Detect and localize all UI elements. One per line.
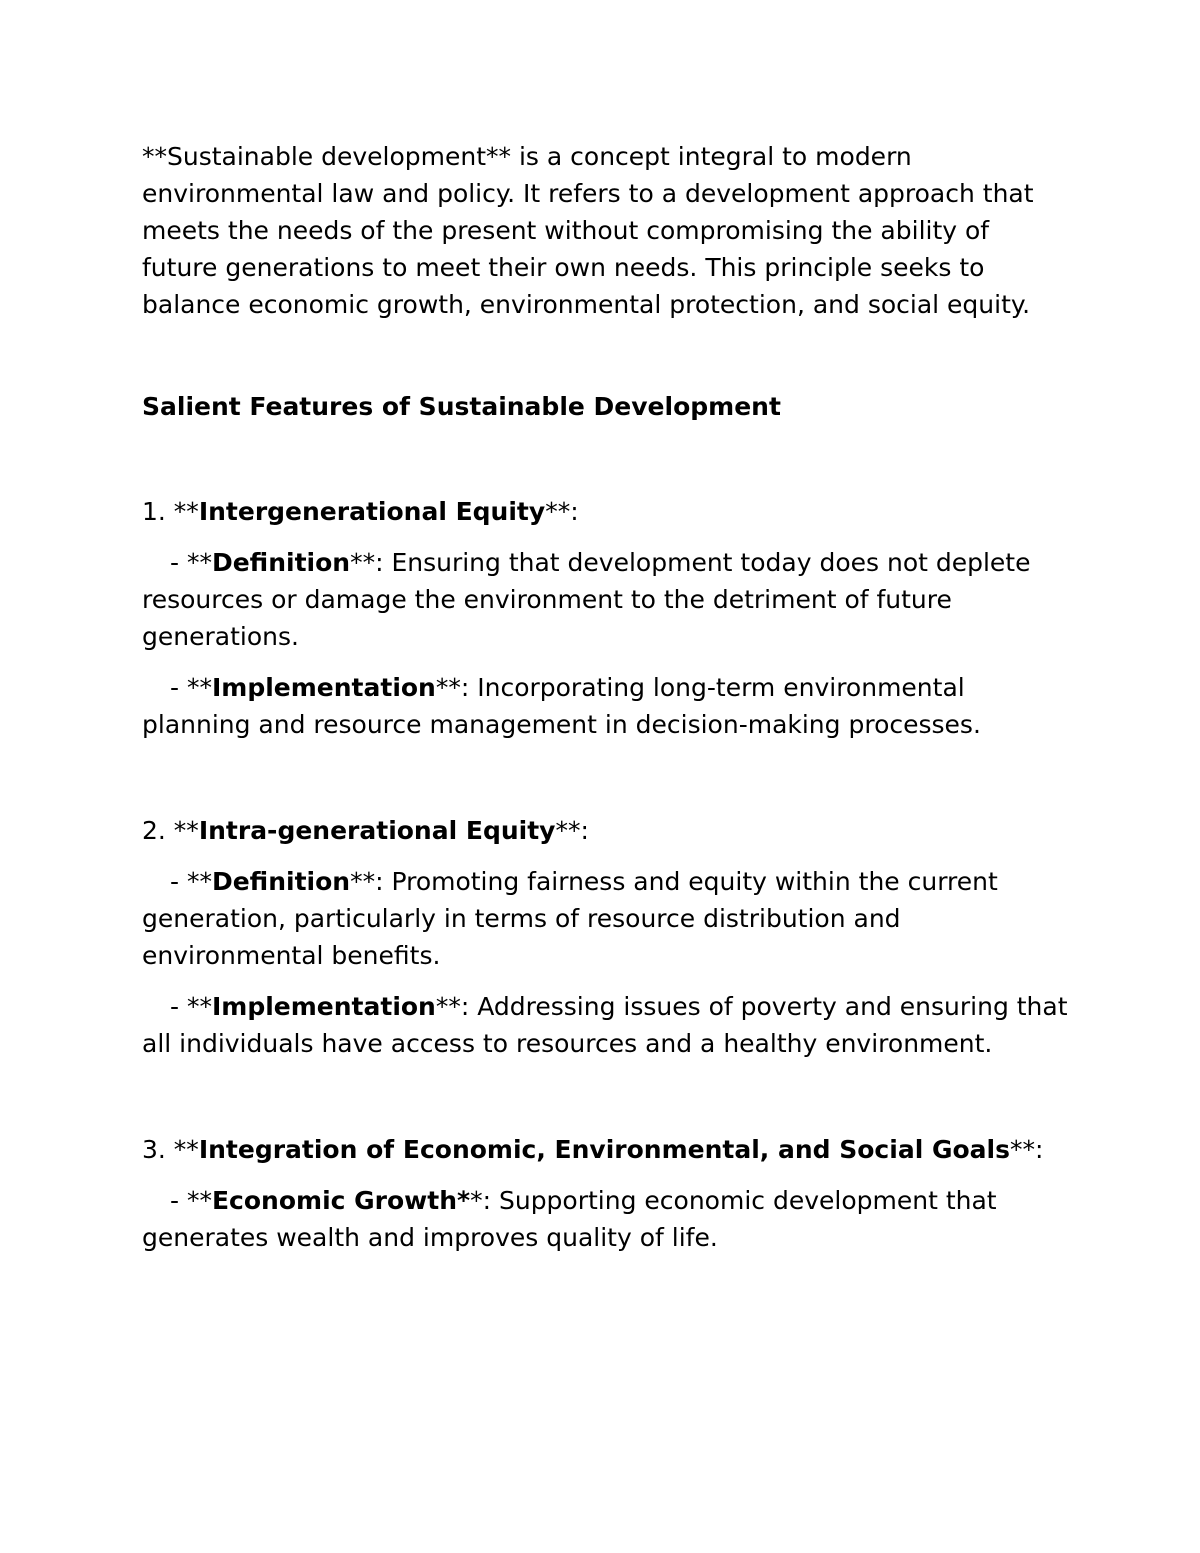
sub-text: **: Addressing issues of poverty and ensuring that all individuals have access to resources and a healthy environment. <box>142 992 1068 1058</box>
sub-prefix: - ** <box>170 548 212 577</box>
list-item-title <box>142 1131 1072 1168</box>
sub-label: Economic Growth* <box>211 1186 471 1215</box>
intro-paragraph: **Sustainable development** is a concept integral to modern environmental law and policy. It refers to a development approach that meets the needs of the present without compromising the ability of future generations to meet their own needs. This principle seeks to balance economic growth, environmental protection, and social equity. <box>142 142 1034 319</box>
item-title-text: Intra-generational Equity <box>198 816 556 845</box>
item-title-text: Integration of Economic, Environmental, and Social Goals <box>198 1135 1010 1164</box>
item-prefix: 3. ** <box>142 1135 199 1164</box>
sub-prefix: - ** <box>170 1186 212 1215</box>
item-prefix: 1. ** <box>142 497 199 526</box>
item-suffix: **: <box>545 497 579 526</box>
section-heading: Salient Features of Sustainable Development <box>142 392 781 421</box>
sub-prefix: - ** <box>170 992 212 1021</box>
sub-item-economic-growth <box>142 1182 1072 1256</box>
item-prefix: 2. ** <box>142 816 199 845</box>
sub-label: Implementation <box>211 992 436 1021</box>
sub-text: **: Promoting fairness and equity within the current generation, particularly in terms of resource distribution and environmental benefits. <box>142 867 998 970</box>
sub-prefix: - ** <box>170 673 212 702</box>
item-suffix: **: <box>1009 1135 1044 1164</box>
sub-text: *: Supporting economic development that generates wealth and improves quality of life. <box>142 1186 997 1252</box>
sub-label: Definition <box>211 548 351 577</box>
sub-item-definition <box>142 863 1072 974</box>
sub-item-implementation <box>142 988 1072 1062</box>
list-item-title <box>142 812 1072 849</box>
sub-label: Implementation <box>211 673 436 702</box>
sub-text: **: Incorporating long-term environmental planning and resource management in decision-making processes. <box>142 673 981 739</box>
sub-item-implementation <box>142 669 1072 743</box>
sub-item-definition <box>142 544 1072 655</box>
sub-text: **: Ensuring that development today does not deplete resources or damage the environment to the detriment of future generations. <box>142 548 1031 651</box>
sub-label: Definition <box>211 867 351 896</box>
item-title-text: Intergenerational Equity <box>198 497 546 526</box>
sub-prefix: - ** <box>170 867 212 896</box>
item-suffix: **: <box>555 816 589 845</box>
list-item-title <box>142 493 1072 530</box>
document-page <box>142 138 1072 1270</box>
